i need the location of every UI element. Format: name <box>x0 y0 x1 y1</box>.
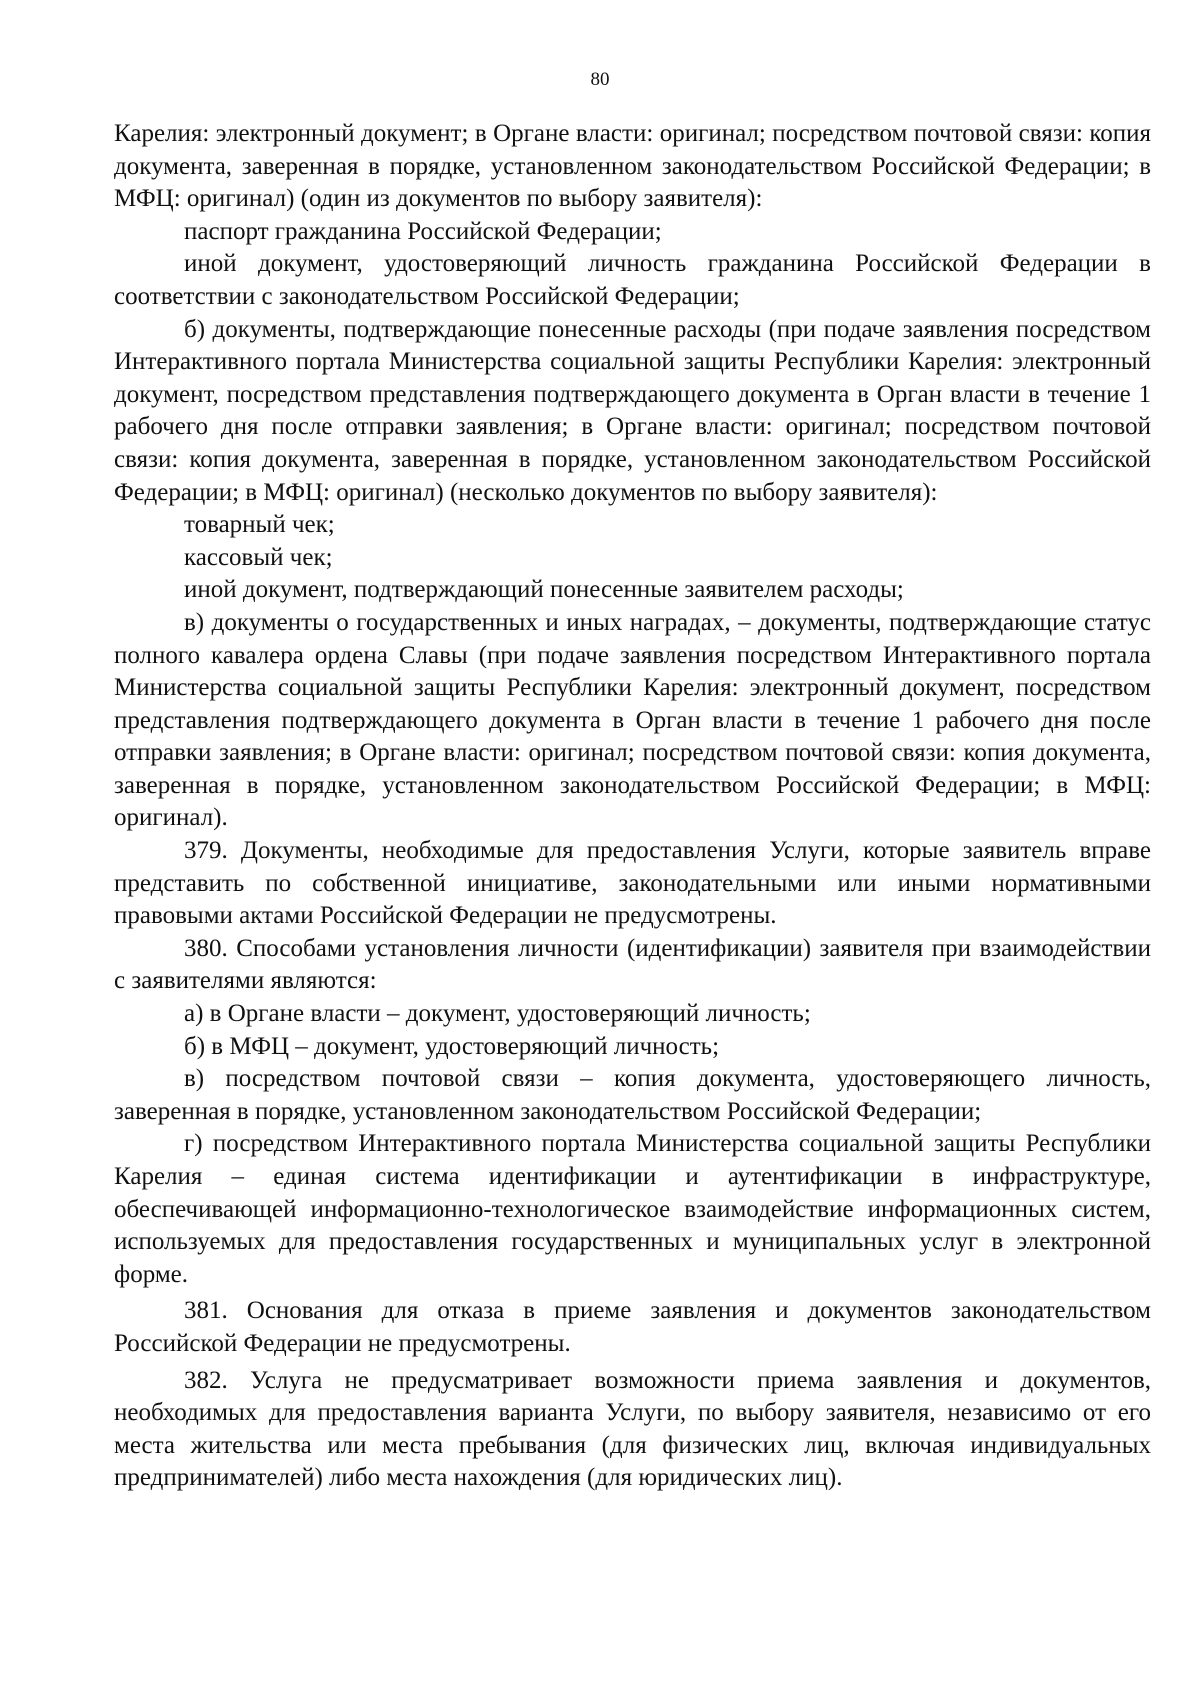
paragraph: кассовый чек; <box>184 543 333 571</box>
paragraph: иной документ, удостоверяющий личность гражданина Российской Федерации в соответствии с законодательством Российской Федерации; <box>114 250 1151 310</box>
page-number: 80 <box>590 69 610 90</box>
paragraph: б) в МФЦ – документ, удостоверяющий личность; <box>184 1032 720 1060</box>
paragraph: а) в Органе власти – документ, удостоверяющий личность; <box>184 1000 811 1028</box>
paragraph: товарный чек; <box>184 511 335 539</box>
paragraph: г) посредством Интерактивного портала Министерства социальной защиты Республики Карелия – единая система идентификации и аутентификации в инфраструктуре, обеспечивающей информационно-технологическое взаимодействие информационных систем, используемых для предоставления государственных и муниципальных услуг в электронной форме. <box>114 1130 1151 1288</box>
paragraph: Карелия: электронный документ; в Органе власти: оригинал; посредством почтовой связи: копия документа, заверенная в порядке, установленном законодательством Российской Федерации; в МФЦ: оригинал) (один из документов по выбору заявителя): <box>114 120 1151 213</box>
paragraph: б) документы, подтверждающие понесенные расходы (при подаче заявления посредством Интерактивного портала Министерства социальной защиты Республики Карелия: электронный документ, посредством представления подтверждающего документа в Орган власти в течение 1 рабочего дня после отправки заявления; в Органе власти: оригинал; посредством почтовой связи: копия документа, заверенная в порядке, установленном законодательством Российской Федерации; в МФЦ: оригинал) (несколько документов по выбору заявителя): <box>114 315 1151 506</box>
paragraph: иной документ, подтверждающий понесенные заявителем расходы; <box>184 576 904 604</box>
paragraph: 382. Услуга не предусматривает возможности приема заявления и документов, необходимых для предоставления варианта Услуги, по выбору заявителя, независимо от его места жительства или места пребывания (для физических лиц, включая индивидуальных предпринимателей) либо места нахождения (для юридических лиц). <box>114 1366 1151 1492</box>
paragraph: в) посредством почтовой связи – копия документа, удостоверяющего личность, заверенная в порядке, установленном законодательством Российской Федерации; <box>114 1065 1151 1125</box>
paragraph: 380. Способами установления личности (идентификации) заявителя при взаимодействии с заявителями являются: <box>114 934 1151 995</box>
paragraph: 381. Основания для отказа в приеме заявления и документов законодательством Российской Федерации не предусмотрены. <box>114 1297 1151 1357</box>
paragraph: 379. Документы, необходимые для предоставления Услуги, которые заявитель вправе представить по собственной инициативе, законодательными или иными нормативными правовыми актами Российской Федерации не предусмотрены. <box>114 837 1151 930</box>
document-body <box>114 118 1151 1495</box>
paragraph: паспорт гражданина Российской Федерации; <box>184 217 662 245</box>
paragraph: в) документы о государственных и иных наградах, – документы, подтверждающие статус полного кавалера ордена Славы (при подаче заявления посредством Интерактивного портала Министерства социальной защиты Республики Карелия: электронный документ, посредством представления подтверждающего документа в Орган власти в течение 1 рабочего дня после отправки заявления; в Органе власти: оригинал; посредством почтовой связи: копия документа, заверенная в порядке, установленном законодательством Российской Федерации; в МФЦ: оригинал). <box>114 608 1151 832</box>
